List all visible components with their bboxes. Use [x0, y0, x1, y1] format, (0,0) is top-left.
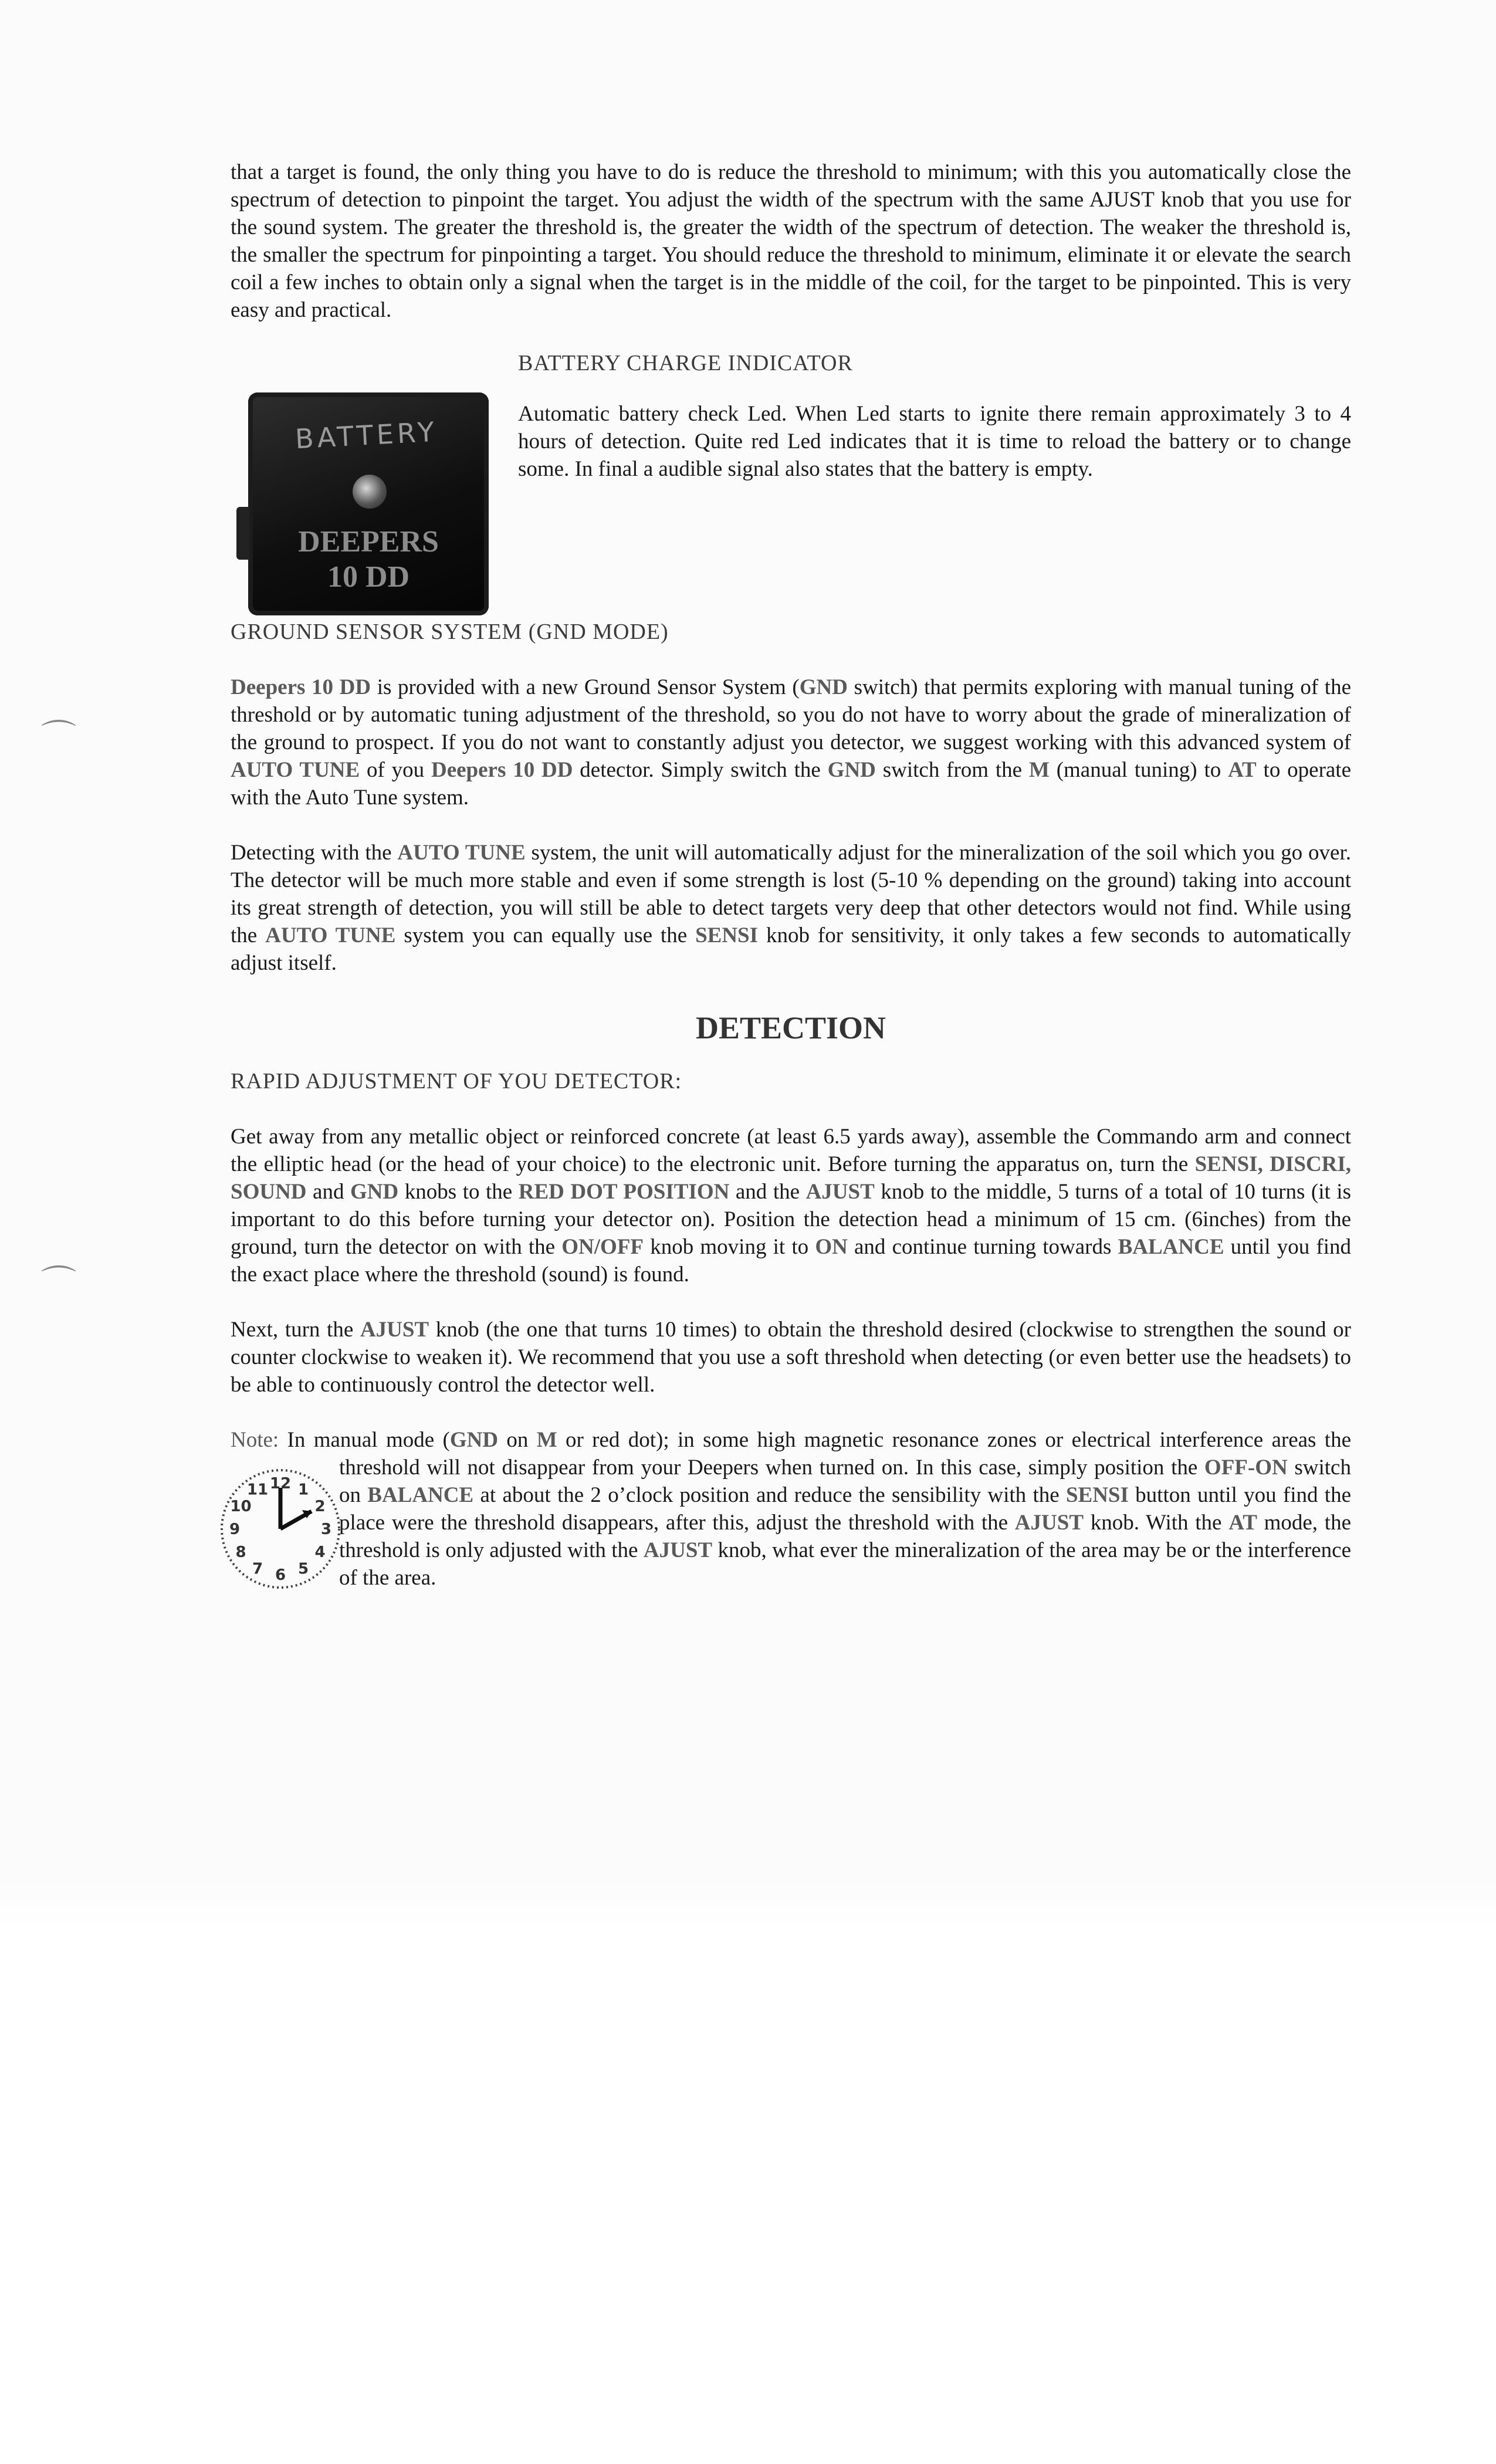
text-run: AJUST — [1014, 1511, 1084, 1535]
text-run: Deepers 10 DD — [231, 675, 371, 699]
text-run: AJUST — [805, 1180, 875, 1204]
battery-side-tab — [236, 507, 249, 560]
text-run: BALANCE — [367, 1483, 474, 1507]
text-run: is provided with a new Ground Sensor System ( — [371, 675, 800, 699]
text-run: button until you find the place were the threshold disappears, after this, adjust the threshold with the — [339, 1483, 1352, 1535]
note-block — [231, 1426, 1351, 1592]
gnd-heading: GROUND SENSOR SYSTEM (GND MODE) — [231, 620, 669, 644]
text-run: knob, what ever the mineralization of the area may be or the interference of the area. — [339, 1538, 1351, 1590]
note-label: Note: — [231, 1428, 279, 1452]
text-run: (manual tuning) to — [1049, 758, 1228, 782]
text-run: switch) that permits exploring with manual tuning of the threshold or by automatic tuning adjustment of the threshold, so you do not have to worry about the grade of mineralization of the ground to prospect. If you do not want to constantly adjust you detector, we suggest working with this advanced system of — [231, 675, 1352, 754]
text-run: knobs to the — [398, 1180, 519, 1204]
gnd-paragraph-2 — [231, 839, 1351, 977]
clock-number: 6 — [275, 1566, 286, 1584]
text-run: system, the unit will automatically adjust for the mineralization of the soil which you go over. The detector will be much more stable and even if some strength is lost (5-10 % depending on the ground) taking into account its great strength of detection, you will still be able to detect targets very deep that other detectors would not find. While using the — [231, 841, 1351, 947]
text-run: BALANCE — [1118, 1235, 1224, 1259]
battery-brand-line1: DEEPERS — [298, 525, 439, 559]
battery-indicator-image — [248, 392, 489, 615]
text-run: on — [498, 1428, 537, 1452]
clock-number: 9 — [229, 1521, 241, 1538]
text-run: Deepers 10 DD — [431, 758, 573, 782]
text-run: ON — [815, 1235, 848, 1259]
clock-number: 10 — [230, 1498, 252, 1515]
battery-section — [231, 331, 1351, 618]
text-run: Detecting with the — [231, 841, 398, 865]
text-run: In manual mode ( — [279, 1428, 450, 1452]
text-run: of you — [360, 758, 431, 782]
text-run: knob for sensitivity, it only takes a few seconds to automatically adjust itself. — [231, 923, 1351, 975]
text-run: AUTO TUNE — [231, 758, 360, 782]
text-run: GND — [799, 675, 848, 699]
text-run: AJUST — [360, 1318, 429, 1342]
text-run: OFF-ON — [1204, 1456, 1288, 1480]
clock-number: 3 — [320, 1521, 332, 1538]
text-run: M — [1028, 758, 1050, 782]
text-run: RED DOT POSITION — [518, 1180, 730, 1204]
battery-brand-line2: 10 DD — [327, 560, 410, 594]
text-run: SENSI, DISCRI, SOUND — [231, 1152, 1351, 1204]
clock-number: 7 — [252, 1560, 263, 1578]
text-run: detector. Simply switch the — [573, 758, 828, 782]
text-run: switch from the — [875, 758, 1029, 782]
text-run: at about the 2 o’clock position and reduce the sensibility with the — [473, 1483, 1066, 1507]
detection-title: DETECTION — [695, 1010, 886, 1045]
text-run: Get away from any metallic object or reinforced concrete (at least 6.5 yards away), assemble the Commando arm and connect the elliptic head (or the head of your choice) to the electronic unit. Before turning the apparatus on, turn the — [231, 1125, 1351, 1176]
detection-paragraph-1 — [231, 1123, 1351, 1288]
text-run: or red dot); in some high magnetic resonance zones or electrical interference areas the threshold will not disappear from your Deepers when turned on. In this case, simply position the — [339, 1428, 1351, 1480]
text-run: system you can equally use the — [395, 923, 696, 947]
text-run: GND — [449, 1428, 499, 1452]
text-run: and — [306, 1180, 351, 1204]
scan-edge — [0, 1877, 1496, 1930]
detection-paragraph-2 — [231, 1316, 1351, 1399]
margin-mark-bottom: ⌒ — [41, 1264, 76, 1303]
text-run: AJUST — [643, 1538, 713, 1562]
clock-number: 2 — [314, 1498, 326, 1515]
text-run: AUTO TUNE — [265, 923, 396, 947]
clock-number: 1 — [297, 1481, 309, 1499]
text-run: AUTO TUNE — [397, 841, 526, 865]
clock-number: 12 — [269, 1475, 292, 1492]
battery-image-brand — [248, 524, 489, 595]
text-run: knob to the middle, 5 turns of a total of 10 turns (it is important to do this before turning your detector on). Position the detection head a minimum of 15 cm. (6inches) from the ground, turn the detector on with the — [231, 1180, 1351, 1259]
text-run: GND — [827, 758, 876, 782]
clock-number: 8 — [235, 1544, 246, 1561]
battery-image-label: BATTERY — [294, 415, 439, 455]
gnd-paragraph-1 — [231, 673, 1351, 811]
text-run: mode, the threshold is only adjusted with the — [339, 1511, 1351, 1562]
clock-icon — [213, 1461, 348, 1596]
battery-heading: BATTERY CHARGE INDICATOR — [518, 351, 853, 375]
rapid-adjustment-heading: RAPID ADJUSTMENT OF YOU DETECTOR: — [231, 1069, 682, 1094]
clock-number: 5 — [297, 1560, 309, 1578]
text-run: M — [536, 1428, 557, 1452]
document-body — [231, 158, 1351, 1592]
text-run: knob moving it to — [644, 1235, 815, 1259]
margin-mark-top: ⌒ — [41, 719, 76, 757]
text-run: and the — [729, 1180, 806, 1204]
intro-paragraph: that a target is found, the only thing you have to do is reduce the threshold to minimum; with this you automatically close the spectrum of detection to pinpoint the target. You adjust the width of the spectrum with the same AJUST knob that you use for the sound system. The greater the threshold is, the greater the width of the spectrum of detection. The weaker the threshold is, the smaller the spectrum for pinpointing a target. You should reduce the threshold to minimum, eliminate it or elevate the search coil a few inches to obtain only a signal when the target is in the middle of the coil, for the target to be pinpointed. This is very easy and practical. — [231, 160, 1351, 322]
text-run: Next, turn the — [231, 1318, 360, 1342]
text-run: AT — [1228, 758, 1257, 782]
text-run: knob (the one that turns 10 times) to obtain the threshold desired (clockwise to strengthen the sound or counter clockwise to weaken it). We recommend that you use a soft threshold when detecting (or even better use the headsets) to be able to continuously control the detector well. — [231, 1318, 1352, 1397]
text-run: to operate with the Auto Tune system. — [231, 758, 1352, 810]
text-run: and continue turning towards — [847, 1235, 1118, 1259]
text-run: ON/OFF — [561, 1235, 644, 1259]
text-run: until you find the exact place where the threshold (sound) is found. — [231, 1235, 1351, 1287]
battery-description: Automatic battery check Led. When Led starts to ignite there remain approximately 3 to 4 hours of detection. Quite red Led indicates that it is time to reload the battery or to change some. In final a audible signal also states that the battery is empty. — [518, 402, 1351, 481]
text-run: switch on — [339, 1456, 1351, 1507]
text-run: GND — [350, 1180, 399, 1204]
text-run: SENSI — [1065, 1483, 1129, 1507]
note-paragraph — [231, 1426, 1351, 1592]
text-run: AT — [1228, 1511, 1257, 1535]
led-icon — [353, 475, 387, 509]
clock-number: 11 — [246, 1481, 269, 1499]
text-run: knob. With the — [1084, 1511, 1229, 1535]
text-run: SENSI — [695, 923, 759, 947]
clock-number: 4 — [314, 1544, 326, 1561]
